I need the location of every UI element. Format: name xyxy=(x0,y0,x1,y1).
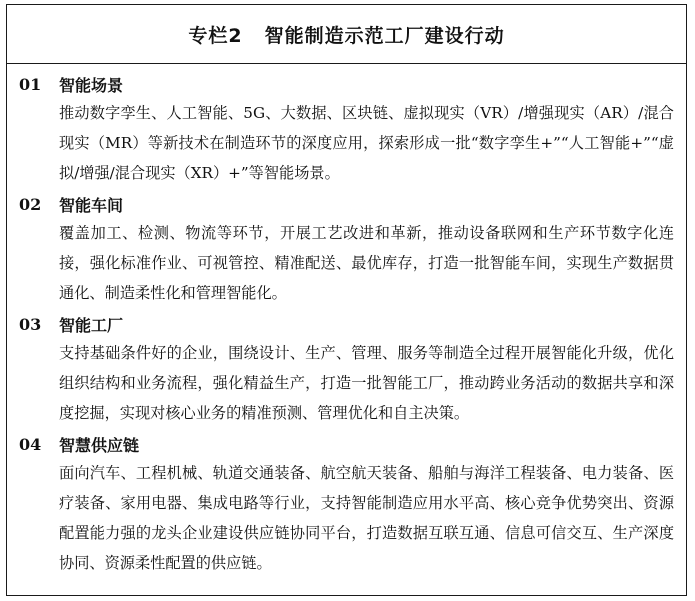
column-label: 专栏2 xyxy=(188,24,243,47)
section-title: 智能工厂 xyxy=(59,315,124,335)
section-smart-scenarios xyxy=(19,70,674,188)
section-heading xyxy=(19,310,674,338)
section-heading xyxy=(19,190,674,218)
section-number: 01 xyxy=(19,74,42,94)
column-title: 智能制造示范工厂建设行动 xyxy=(264,24,505,47)
section-body: 推动数字孪生、人工智能、5G、大数据、区块链、虚拟现实（VR）/增强现实（AR）/混合现实（MR）等新技术在制造环节的深度应用，探索形成一批“数字孪生+”“人工智能+”“虚拟/增强/混合现实（XR）+”等智能场景。 xyxy=(59,104,674,182)
section-body: 支持基础条件好的企业，围绕设计、生产、管理、服务等制造全过程开展智能化升级，优化组织结构和业务流程，强化精益生产，打造一批智能工厂，推动跨业务活动的数据共享和深度挖掘，实现对核心业务的精准预测、管理优化和自主决策。 xyxy=(59,344,674,422)
section-smart-supply-chain xyxy=(19,430,674,578)
section-body: 面向汽车、工程机械、轨道交通装备、航空航天装备、船舶与海洋工程装备、电力装备、医疗装备、家用电器、集成电路等行业，支持智能制造应用水平高、核心竞争优势突出、资源配置能力强的龙头企业建设供应链协同平台，打造数据互联互通、信息可信交互、生产深度协同、资源柔性配置的供应链。 xyxy=(59,464,674,572)
section-heading xyxy=(19,430,674,458)
section-title: 智能车间 xyxy=(59,195,124,215)
section-number: 03 xyxy=(19,314,42,334)
section-title: 智能场景 xyxy=(59,75,124,95)
section-smart-workshop xyxy=(19,190,674,308)
column-box xyxy=(6,4,687,596)
section-number: 02 xyxy=(19,194,42,214)
column-title-bar xyxy=(7,5,686,64)
section-smart-factory xyxy=(19,310,674,428)
section-title: 智慧供应链 xyxy=(59,435,140,455)
column-content xyxy=(7,64,686,578)
section-heading xyxy=(19,70,674,98)
section-number: 04 xyxy=(19,434,42,454)
section-body: 覆盖加工、检测、物流等环节，开展工艺改进和革新，推动设备联网和生产环节数字化连接，强化标准作业、可视管控、精准配送、最优库存，打造一批智能车间，实现生产数据贯通化、制造柔性化和管理智能化。 xyxy=(59,224,674,302)
